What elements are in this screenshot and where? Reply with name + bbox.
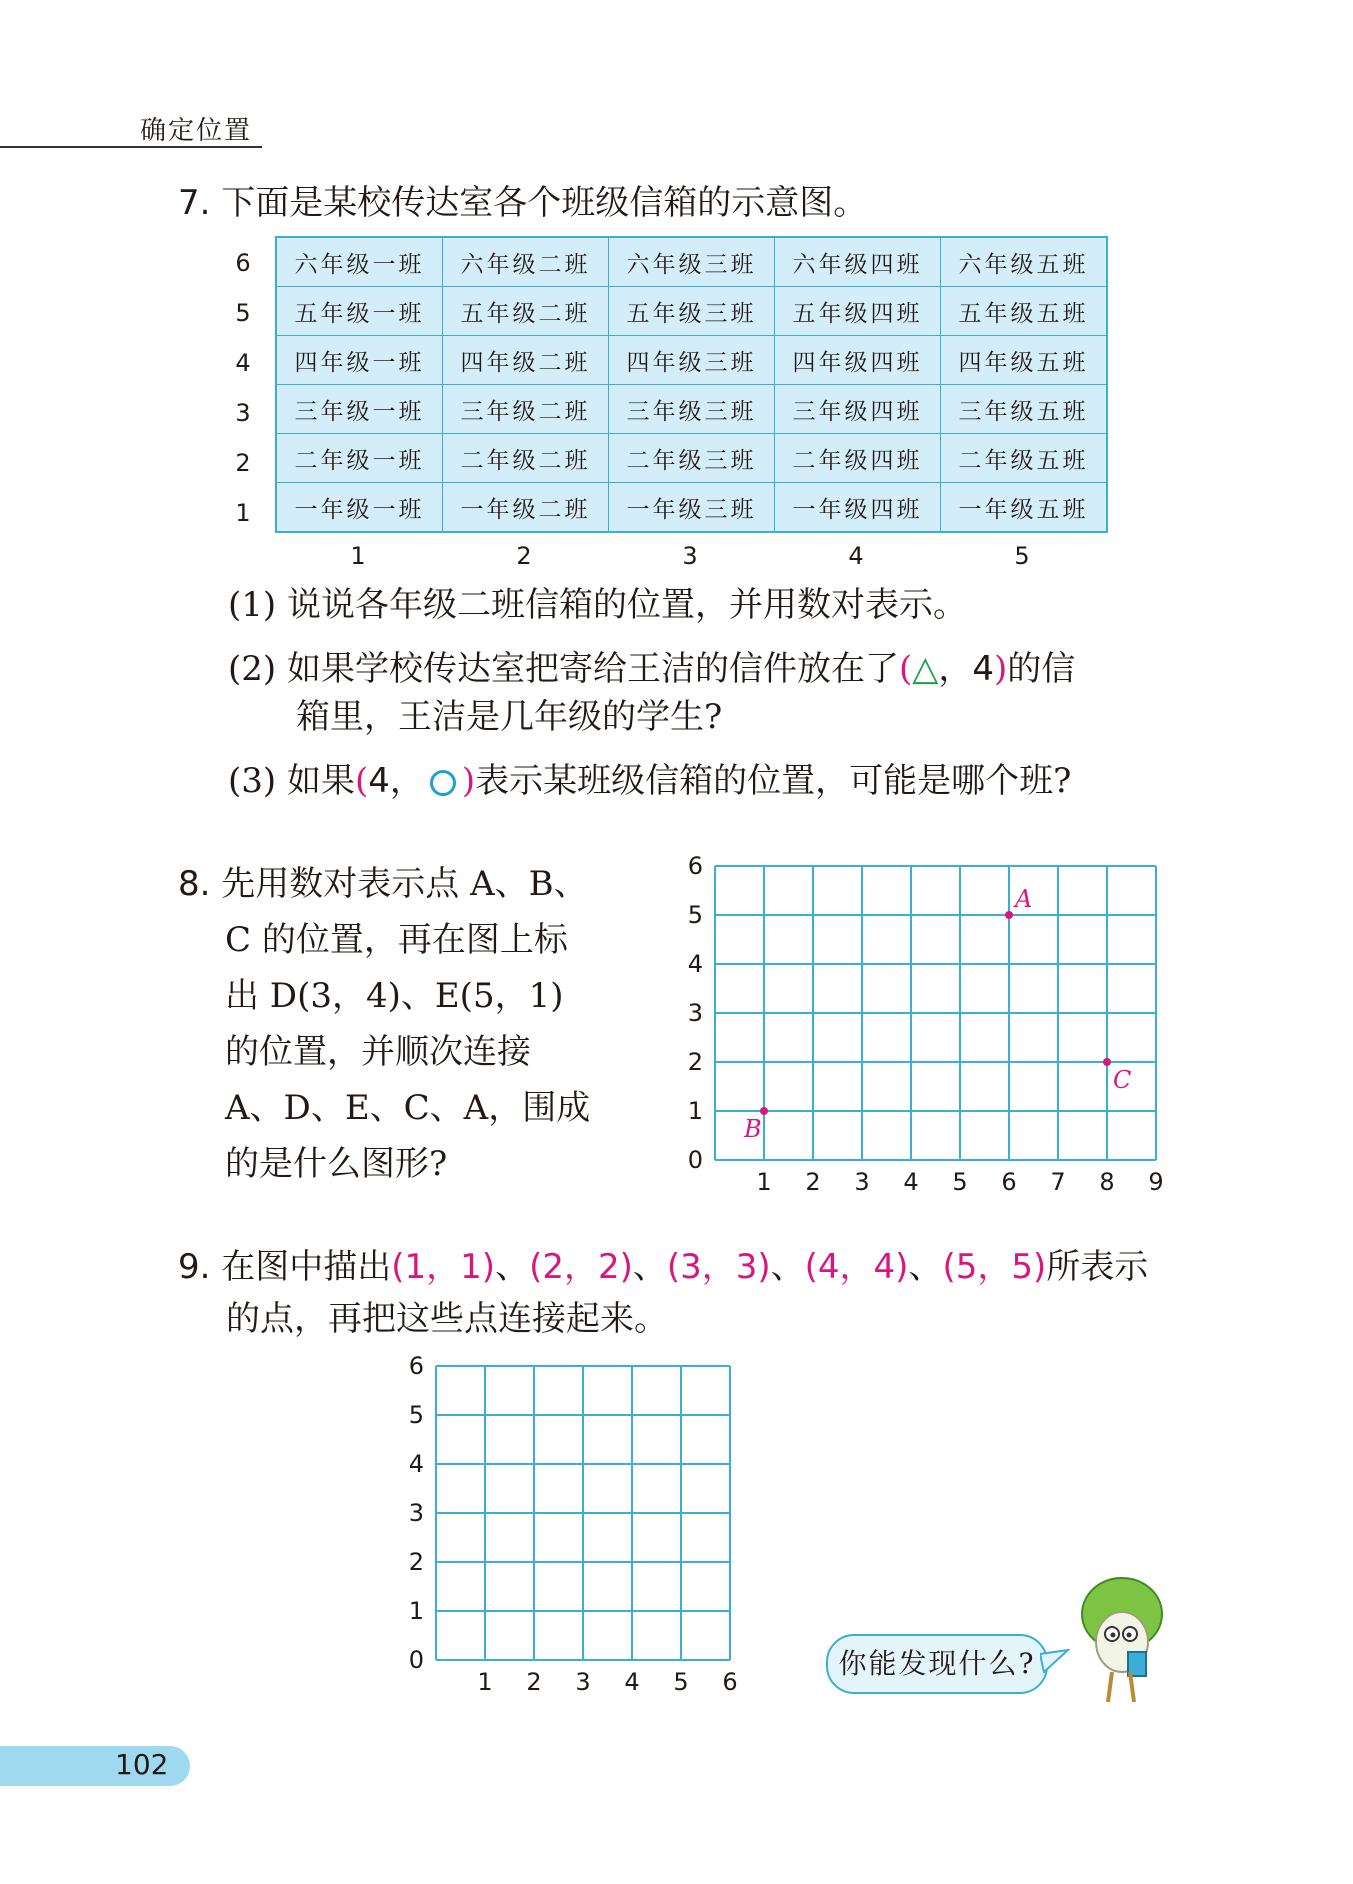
page-number: 102 [115,1748,169,1781]
y-tick-label: 4 [408,1450,424,1478]
row-label: 3 [235,399,251,427]
table-cell: 五年级四班 [775,287,941,336]
speech-bubble-tail [1040,1648,1070,1678]
q7-col-labels [328,542,1052,570]
mailbox-table [275,236,1108,533]
paren-open: ( [898,649,913,689]
point-a [1005,911,1013,919]
q7-sub3 [228,758,1071,804]
x-tick-label: 4 [624,1668,640,1696]
col-label: 2 [516,542,532,570]
col-label: 4 [848,542,864,570]
col-label: 5 [1014,542,1030,570]
q9-sep: 、 [495,1247,530,1287]
q7-stem [178,180,867,226]
y-tick-label: 0 [408,1646,424,1674]
q8-number: 8. [178,864,211,904]
q9-pair: (1，1) [391,1247,496,1287]
y-tick-label: 3 [408,1499,424,1527]
section-title: 确定位置 [140,116,253,146]
q7-sub2-text-end: 的信 [1007,649,1076,689]
table-cell: 三年级一班 [276,385,443,434]
table-cell: 五年级三班 [609,287,775,336]
q9-sep: 、 [632,1247,667,1287]
q9-line2: 的点，再把这些点连接起来。 [226,1299,668,1339]
table-cell: 二年级一班 [276,434,443,483]
row-label: 1 [235,499,251,527]
table-row [276,434,1107,483]
table-cell: 三年级二班 [443,385,609,434]
row-label: 5 [235,299,251,327]
table-cell: 三年级四班 [775,385,941,434]
q7-row-labels [228,238,258,538]
speech-bubble: 你能发现什么? [826,1634,1048,1694]
table-row [276,237,1107,287]
table-cell: 三年级五班 [941,385,1108,434]
table-cell: 二年级五班 [941,434,1108,483]
q8-line: 出 D(3，4)、E(5，1) [225,976,564,1016]
point-c [1103,1058,1111,1066]
q8-line: 先用数对表示点 A、B、 [221,864,588,904]
table-cell: 六年级五班 [941,237,1108,287]
y-tick-label: 1 [687,1097,703,1125]
triangle-icon: △ [912,649,939,689]
q9-sep: 、 [770,1247,805,1287]
table-cell: 四年级四班 [775,336,941,385]
table-cell: 五年级五班 [941,287,1108,336]
y-tick-label: 6 [408,1352,424,1380]
q9-pair: (4，4) [804,1247,909,1287]
q9-pair: (5，5) [942,1247,1047,1287]
q8-grid-figure [680,850,1180,1210]
q7-sub1: (1) 说说各年级二班信箱的位置，并用数对表示。 [228,585,967,625]
x-tick-label: 6 [1001,1168,1017,1196]
y-tick-label: 3 [687,999,703,1027]
table-cell: 六年级一班 [276,237,443,287]
x-tick-label: 1 [477,1668,493,1696]
paren-open: ( [354,761,369,801]
paren-close: ) [994,649,1008,689]
y-tick-label: 5 [687,901,703,929]
q7-sub2-text: (2) 如果学校传达室把寄给王洁的信件放在了 [228,649,899,689]
table-cell: 四年级二班 [443,336,609,385]
x-tick-label: 8 [1099,1168,1115,1196]
q8-stem [178,856,590,1192]
q7-text: 下面是某校传达室各个班级信箱的示意图。 [221,183,868,223]
table-cell: 二年级三班 [609,434,775,483]
point-label-c: C [1113,1066,1132,1094]
q9-number: 9. [178,1247,211,1287]
q8-line: 的位置，并顺次连接 [225,1032,531,1072]
x-tick-label: 5 [673,1668,689,1696]
y-tick-label: 0 [687,1146,703,1174]
table-cell: 六年级二班 [443,237,609,287]
y-tick-label: 6 [687,852,703,880]
row-label: 2 [235,449,251,477]
table-row [276,385,1107,434]
table-row [276,336,1107,385]
table-cell: 一年级一班 [276,483,443,533]
cabbage-mascot-icon [1072,1572,1172,1712]
q9-text-end: 所表示 [1046,1247,1149,1287]
table-cell: 二年级二班 [443,434,609,483]
q7-sub2-number: ，4 [938,649,995,689]
table-cell: 四年级三班 [609,336,775,385]
y-tick-label: 4 [687,950,703,978]
header-divider [0,146,262,148]
table-cell: 五年级一班 [276,287,443,336]
q7-number: 7. [178,183,211,223]
y-tick-label: 1 [408,1597,424,1625]
paren-close: ) [461,761,476,801]
q7-sub3-number: 4， [368,761,424,801]
table-cell: 五年级二班 [443,287,609,336]
y-tick-label: 2 [408,1548,424,1576]
table-row [276,287,1107,336]
q9-sep: 、 [908,1247,943,1287]
x-tick-label: 1 [756,1168,772,1196]
point-label-b: B [744,1115,762,1143]
q7-sub3-text-end: 表示某班级信箱的位置，可能是哪个班? [475,761,1072,801]
x-tick-label: 3 [854,1168,870,1196]
table-cell: 一年级三班 [609,483,775,533]
x-tick-label: 6 [722,1668,738,1696]
col-label: 1 [350,542,366,570]
table-cell: 二年级四班 [775,434,941,483]
q9-pair: (2，2) [529,1247,633,1287]
x-tick-label: 7 [1050,1168,1066,1196]
point-b [760,1107,768,1115]
q9-grid [436,1366,730,1660]
circle-icon [430,770,456,796]
x-tick-label: 4 [903,1168,919,1196]
table-cell: 四年级五班 [941,336,1108,385]
q7-sub2 [228,646,1075,692]
table-cell: 六年级三班 [609,237,775,287]
q9-tick-labels [409,1352,738,1696]
table-cell: 一年级五班 [941,483,1108,533]
x-tick-label: 2 [526,1668,542,1696]
y-tick-label: 5 [408,1401,424,1429]
table-row [276,483,1107,533]
q8-grid [715,866,1156,1160]
row-label: 6 [235,249,251,277]
q9-stem [178,1244,1148,1290]
q8-tick-labels [688,852,1164,1196]
q9-grid-figure [400,1350,780,1700]
x-tick-label: 9 [1148,1168,1164,1196]
table-cell: 三年级三班 [609,385,775,434]
table-cell: 一年级二班 [443,483,609,533]
col-label: 3 [682,542,698,570]
table-cell: 四年级一班 [276,336,443,385]
y-tick-label: 2 [687,1048,703,1076]
q8-line: 的是什么图形? [225,1144,448,1184]
table-cell: 六年级四班 [775,237,941,287]
q9-text: 在图中描出 [221,1247,392,1287]
point-label-a: A [1015,885,1033,913]
row-label: 4 [235,349,251,377]
q8-line: A、D、E、C、A，围成 [225,1088,591,1128]
x-tick-label: 5 [952,1168,968,1196]
table-cell: 一年级四班 [775,483,941,533]
q7-sub3-text: (3) 如果 [228,761,355,801]
q8-line: C 的位置，再在图上标 [225,920,568,960]
x-tick-label: 2 [805,1168,821,1196]
x-tick-label: 3 [575,1668,591,1696]
q7-sub2-line2: 箱里，王洁是几年级的学生? [296,697,723,737]
q9-pair: (3，3) [666,1247,771,1287]
